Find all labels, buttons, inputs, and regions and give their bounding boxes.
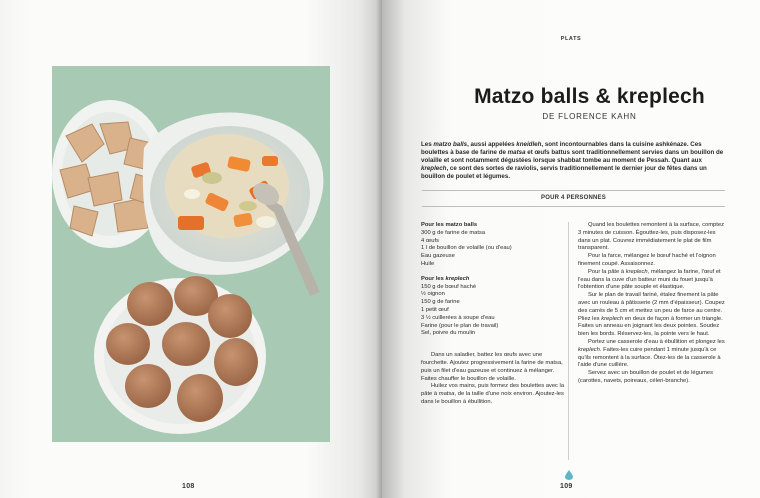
intro-text: , ce sont des sortes de raviolis, servis traditionnellement le dernier jour de fêtes dans un bouillon de poulet et légumes. <box>421 165 707 181</box>
recipe-intro <box>421 141 726 181</box>
intro-term: matsa <box>507 149 526 157</box>
step-text: Pour la farce, mélangez le bœuf haché et l'oignon finement coupé. Assaisonnez. <box>578 253 716 267</box>
step-text: , de la taille d'une noix environ. Ajoutez-les dans le bouillon à ébullition. <box>421 391 564 405</box>
ingredient-item: Farine (pour le plan de travail) <box>421 322 499 329</box>
ingredient-item: Sel, poivre du moulin <box>421 330 476 337</box>
right-page-number: 109 <box>560 483 573 490</box>
ingredient-item: ½ oignon <box>421 291 445 298</box>
ingredient-item: 1 petit œuf <box>421 306 449 313</box>
step-text: Dans un saladier, battez les œufs avec une fourchette. Ajoutez progressivement la farine de matsa, puis un filet d'eau gazeuse et continuez à mélanger. Faites chauffer le bouillon de volaille. <box>421 352 563 382</box>
ingredient-item: 4 œufs <box>421 237 440 244</box>
ingredients-heading-matzo: Pour les matzo balls <box>421 222 478 228</box>
food-photo <box>52 66 330 442</box>
ingredient-item: 3 ½ cuillerées à soupe d'eau <box>421 314 495 321</box>
intro-text: , sont incontournables dans la cuisine ashkénaze. Ces boulettes à base de farine de <box>421 141 702 157</box>
step-text: . Faites-les cuire pendant 1 minute jusqu'à ce qu'ils remontent à la surface. Ôtez-les de la casserole à l'aide d'une cuillère. <box>578 346 721 369</box>
step-text: Huilez vos mains, puis formez des boulettes avec la pâte à <box>421 383 565 398</box>
intro-text: et œufs battus sont traditionnellement servies dans un bouillon de volaille et sont notamment dégustées lorsque shabbat tombe au moment de Pessah. Quant aux <box>421 149 724 165</box>
method-step <box>578 253 726 269</box>
ingredients-heading-kreplech <box>421 276 566 284</box>
step-term: kreplech <box>578 346 600 353</box>
step-term: kreplech <box>601 315 624 322</box>
method-step <box>421 352 566 383</box>
method-step <box>578 292 726 339</box>
method-step <box>578 269 726 292</box>
intro-text: , aussi appelées <box>467 141 517 148</box>
method-step <box>578 339 726 370</box>
ingredient-item: 150 g de bœuf haché <box>421 283 477 290</box>
step-term: matsa <box>438 391 455 398</box>
ingredient-item: 300 g de farine de matsa <box>421 229 486 236</box>
step-term: kreplech <box>625 268 648 275</box>
step-text: Sur le plan de travail fariné, étalez finement la pâte avec un rouleau à pâtisserie (2 mm d'épaisseur). Coupez des carrés de 5 cm et mettez un peu de farce au centre. Pliez les <box>578 292 725 322</box>
divider <box>422 206 725 207</box>
method-step <box>578 222 726 253</box>
step-text: Portez une casserole d'eau à ébullition et plongez les <box>588 338 725 345</box>
ingredients-column <box>421 222 566 407</box>
heading-text: Pour les <box>421 275 446 282</box>
method-step <box>421 383 566 406</box>
recipe-author: DE FLORENCE KAHN <box>542 112 637 121</box>
ingredient-item: 150 g de farine <box>421 299 460 306</box>
ingredient-item: Eau gazeuse <box>421 253 455 260</box>
servings: POUR 4 PERSONNES <box>541 195 606 201</box>
right-page <box>382 0 760 498</box>
method-column <box>578 222 726 386</box>
step-text: Pour la pâte à <box>588 268 626 275</box>
heading-term: kreplech <box>445 275 470 282</box>
method-step <box>578 370 726 386</box>
step-text: en deux de façon à former un triangle. Faites un anneau en joignant les deux pointes. Soudez bien les bords. Réservez-les, la pointe vers le haut. <box>578 315 723 338</box>
intro-term: matzo balls <box>433 141 468 148</box>
step-text: Quand les boulettes remontent à la surface, comptez 3 minutes de cuisson. Égouttez-les, puis disposez-les dans un plat. Couvrez immédiatement le plat de film transparent. <box>578 222 724 252</box>
intro-term: kneidleh <box>516 141 542 148</box>
drop-icon <box>565 470 573 480</box>
food-photo-illustration <box>52 66 330 442</box>
recipe-title: Matzo balls & kreplech <box>474 85 705 108</box>
ingredient-item: 1 l de bouillon de volaille (ou d'eau) <box>421 245 512 252</box>
left-page-number: 108 <box>182 483 195 490</box>
intro-text: Les <box>421 141 434 148</box>
step-text: Servez avec un bouillon de poulet et de légumes (carottes, navets, poireaux, céleri-branche). <box>578 370 714 384</box>
divider <box>422 190 725 191</box>
intro-term: kreplech <box>421 165 447 173</box>
section-header: PLATS <box>560 36 582 42</box>
column-divider <box>568 222 569 460</box>
ingredient-item: Huile <box>421 260 435 267</box>
step-text: , mélangez la farine, l'œuf et l'eau dans la cuve d'un batteur muni du fouet jusqu'à l'obtention d'une pâte souple et élastique. <box>578 268 721 291</box>
